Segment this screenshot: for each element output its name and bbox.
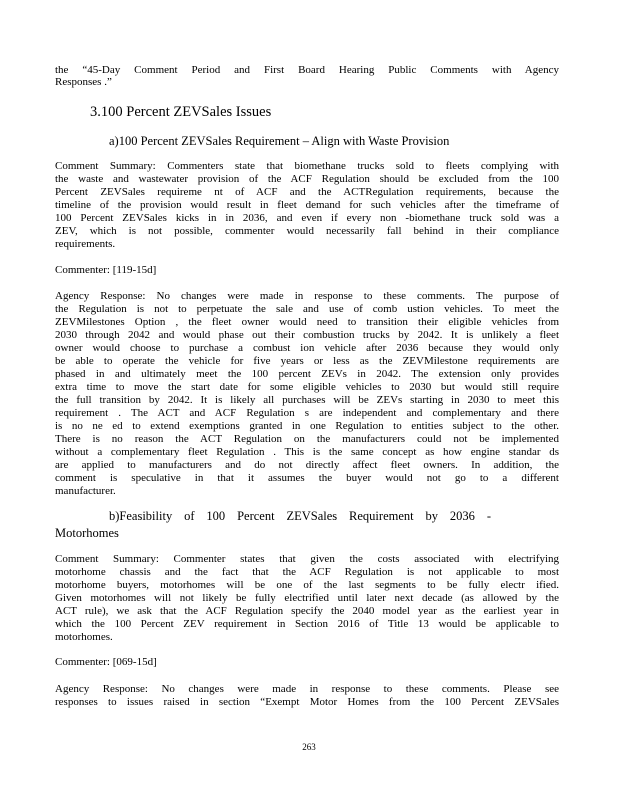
body-line: the “45-Day Comment Period and First Board Hearing Public Comments with Agency [55,64,559,76]
body-line: extra time to move the start date for some eligible vehicles to 2030 but would still require [55,381,559,393]
subsection-heading-b: b)Feasibility of 100 Percent ZEVSales Requirement by 2036 - [109,509,491,523]
body-line: the full transition by 2042. It is likely all purchases will be ZEVs starting in 2030 to meet this [55,394,559,406]
body-line: motorhome buyers, motorhomes will be one of the last segments to be fully electr ified. [55,579,559,591]
body-line: the waste and wastewater provision of the ACF Regulation should be excluded from the 100 [55,173,559,185]
body-line: owner would choose to purchase a combust ion vehicle after 2036 because they would only [55,342,559,354]
body-line: is no ne ed to extend exemptions granted in one Regulation to entities subject to the other. [55,420,559,432]
body-line: comment is speculative in that it assumes the buyer would not go to a different [55,472,559,484]
subsection-heading-b-cont: Motorhomes [55,526,119,540]
subsection-heading-a: a)100 Percent ZEVSales Requirement – Align with Waste Provision [109,134,450,148]
body-line: Percent ZEVSales requireme nt of ACF and the ACTRegulation requirements, because the [55,186,559,198]
body-line: which the 100 Percent ZEV requirement in Section 2016 of Title 13 would be applicable to [55,618,559,630]
page-number: 263 [302,742,316,752]
body-line: Responses .” [55,76,112,88]
body-line: motorhome chassis and the fact that the ACF Regulation is not applicable to most [55,566,559,578]
body-line: without a complementary fleet Regulation . This is the same concept as how engine standar ds [55,446,559,458]
body-line: Agency Response: No changes were made in response to these comments. Please see [55,683,559,695]
body-line: the Regulation is not to perpetuate the sale and use of comb ustion vehicles. To meet the [55,303,559,315]
body-line: 2030 through 2042 and would phase out their combustion trucks by 2042. It is unlikely a fleet [55,329,559,341]
body-line: are applied to manufacturers and do not directly affect fleet owners. In addition, the [55,459,559,471]
commenter-line-a: Commenter: [119-15d] [55,264,157,276]
body-line: Comment Summary: Commenters state that biomethane trucks sold to fleets complying with [55,160,559,172]
body-line: There is no reason the ACT Regulation on the manufacturers could not be implemented [55,433,559,445]
body-line: phased in and ultimately meet the 100 percent ZEVs in 2042. The extension only provides [55,368,559,380]
body-line: motorhomes. [55,631,113,643]
body-line: Agency Response: No changes were made in response to these comments. The purpose of [55,290,559,302]
body-line: requirement . The ACT and ACF Regulation s are independent and complementary and there [55,407,559,419]
body-line: manufacturer. [55,485,116,497]
body-line: ACT rule), we ask that the ACF Regulation specify the 2040 model year as the earliest year in [55,605,559,617]
body-line: requirements. [55,238,116,250]
body-line: timeline of the provision would result in fleet demand for such vehicles after the timeframe of [55,199,559,211]
body-line: Given motorhomes will not likely be fully electrified until later next decade (as allowed by the [55,592,559,604]
section-heading: 3.100 Percent ZEVSales Issues [90,104,272,120]
commenter-line-b: Commenter: [069-15d] [55,656,157,668]
body-line: ZEVMilestones Option , the fleet owner would need to transition their eligible vehicles from [55,316,559,328]
body-line: 100 Percent ZEVSales kicks in in 2036, and even if every non -biomethane truck sold was a [55,212,559,224]
body-line: ZEV, which is not possible, commenter would necessarily fall behind in their compliance [55,225,559,237]
body-line: responses to issues raised in section “Exempt Motor Homes from the 100 Percent ZEVSales [55,696,559,708]
body-line: Comment Summary: Commenter states that given the costs associated with electrifying [55,553,559,565]
body-line: be able to operate the vehicle for five years or less as the ZEVMilestone requirements are [55,355,559,367]
